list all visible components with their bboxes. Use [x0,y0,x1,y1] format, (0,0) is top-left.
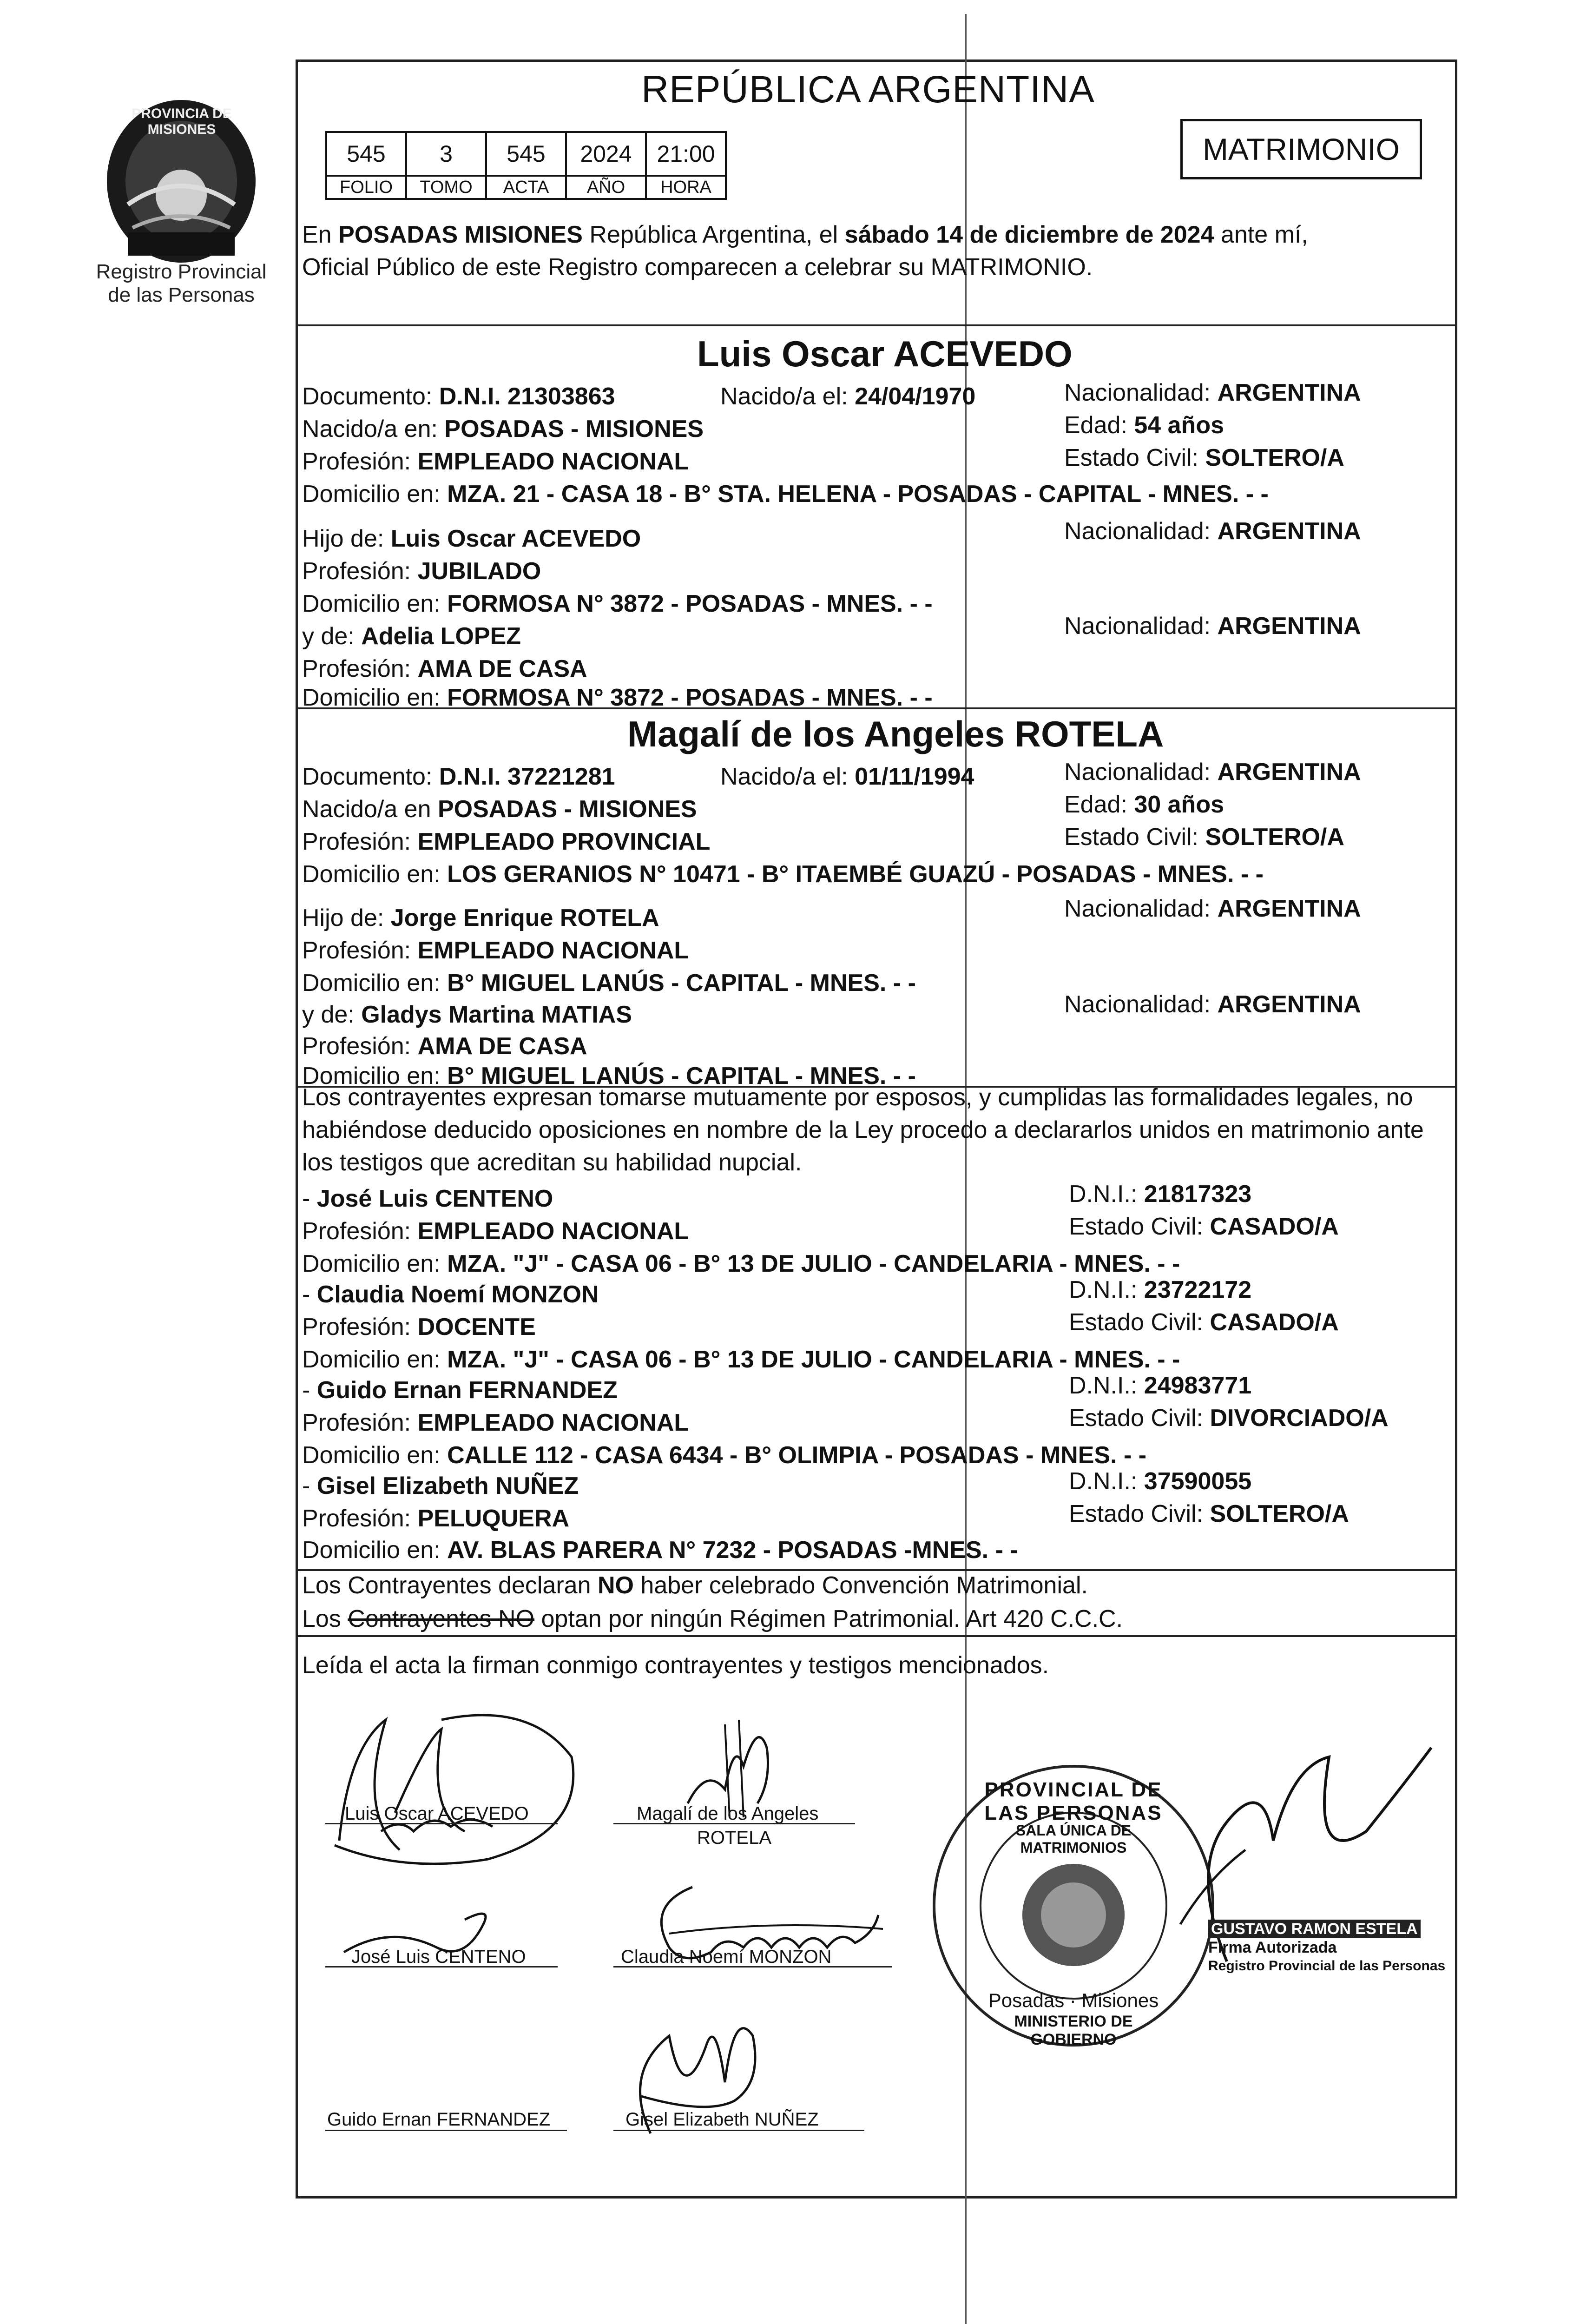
spouse2-place: Nacido/a en POSADAS - MISIONES [302,796,697,823]
official-name: GUSTAVO RAMON ESTELA [1208,1920,1421,1938]
rule-after-regime [296,1635,1457,1637]
spouse1-mother: y de: Adelia LOPEZ [302,623,521,650]
spouse1-mother-dom: Domicilio en: FORMOSA N° 3872 - POSADAS - MNES. - - [302,684,933,711]
intro-ante: ante mí, [1220,221,1308,248]
spouse2-father-prof: Profesión: EMPLEADO NACIONAL [302,937,689,964]
spouse1-age: Edad: 54 años [1064,412,1224,439]
spouse2-father-nat: Nacionalidad: ARGENTINA [1064,895,1361,922]
spouse1-dom: Domicilio en: MZA. 21 - CASA 18 - B° STA. HELENA - POSADAS - CAPITAL - MNES. - - [302,481,1269,508]
sig-label-spouse1: Luis Oscar ACEVEDO [345,1803,529,1824]
witness-name: Claudia Noemí MONZON [316,1281,599,1308]
hora-label: HORA [646,176,726,199]
sig-label-spouse2-line1: Magalí de los Angeles [637,1803,819,1824]
spouse2-father: Hijo de: Jorge Enrique ROTELA [302,905,659,931]
spouse2-dom: Domicilio en: LOS GERANIOS N° 10471 - B° ITAEMBÉ GUAZÚ - POSADAS - MNES. - - [302,861,1264,888]
spouse1-civil: Estado Civil: SOLTERO/A [1064,444,1344,471]
registry-label-line2: de las Personas [108,284,255,306]
spouse2-name: Magalí de los Angeles ROTELA [627,713,1164,754]
intro-country: República Argentina, el [589,221,838,248]
spouse2-mother-dom: Domicilio en: B° MIGUEL LANÚS - CAPITAL - MNES. - - [302,1063,916,1089]
official-title: Firma Autorizada [1208,1939,1337,1956]
hora-value: 21:00 [646,132,726,176]
sig-label-witness2: Claudia Noemí MONZON [621,1947,832,1967]
spouse1-prof: Profesión: EMPLEADO NACIONAL [302,448,689,475]
spouse2-doc: Documento: D.N.I. 37221281 [302,763,615,790]
sig-label-witness4: Gisel Elizabeth NUÑEZ [625,2109,819,2130]
spouse1-doc: Documento: D.N.I. 21303863 [302,383,615,410]
sig-label-spouse2-line2: ROTELA [697,1828,772,1848]
spouse2-civil: Estado Civil: SOLTERO/A [1064,824,1344,851]
spouse2-nat: Nacionalidad: ARGENTINA [1064,759,1361,786]
document-title: REPÚBLICA ARGENTINA [641,68,1095,111]
official-office: Registro Provincial de las Personas [1208,1958,1446,1974]
registry-label [65,260,297,307]
spouse1-mother-prof: Profesión: AMA DE CASA [302,655,587,682]
spouse1-place: Nacido/a en: POSADAS - MISIONES [302,416,704,442]
spouse1-father-nat: Nacionalidad: ARGENTINA [1064,518,1361,545]
intro-line1 [302,218,1308,251]
spouse2-father-dom: Domicilio en: B° MIGUEL LANÚS - CAPITAL - MNES. - - [302,970,916,997]
folio-label: FOLIO [326,176,406,199]
anio-label: AÑO [566,176,646,199]
declaration-line2: habiéndose deducido oposiciones en nombre de la Ley procedo a declararlos unidos en matrimonio ante [302,1116,1424,1143]
anio-value: 2024 [566,132,646,176]
signature-spouse1 [288,1692,586,1868]
declaration-line1: Los contrayentes expresan tomarse mutuamente por esposos, y cumplidas las formalidades legales, no [302,1084,1413,1111]
regime-line2: Los Contrayentes NO optan por ningún Régimen Patrimonial. Art 420 C.C.C. [302,1605,1123,1632]
tomo-value: 3 [406,132,486,176]
acta-label: ACTA [486,176,566,199]
spouse1-father-dom: Domicilio en: FORMOSA N° 3872 - POSADAS - MNES. - - [302,590,933,617]
intro-date: sábado 14 de diciembre de 2024 [844,221,1214,248]
intro-line2: Oficial Público de este Registro comparecen a celebrar su MATRIMONIO. [302,254,1093,281]
spouse2-prof: Profesión: EMPLEADO PROVINCIAL [302,828,711,855]
spouse1-nat: Nacionalidad: ARGENTINA [1064,379,1361,406]
intro-place: POSADAS MISIONES [338,221,583,248]
record-table [325,131,727,200]
declaration-line3: los testigos que acreditan su habilidad nupcial. [302,1149,802,1176]
seal-bottom-text: Posadas · Misiones [988,1989,1159,2011]
closing-statement: Leída el acta la firman conmigo contrayentes y testigos mencionados. [302,1652,1049,1679]
spouse2-mother-prof: Profesión: AMA DE CASA [302,1033,587,1060]
registry-label-line1: Registro Provincial [96,260,267,283]
seal-inner-text: SALA ÚNICA DE MATRIMONIOS [1015,1822,1132,1856]
spouse1-father-prof: Profesión: JUBILADO [302,558,541,585]
regime-line1: Los Contrayentes declaran NO haber celebrado Convención Matrimonial. [302,1572,1088,1599]
seal-ring-text: PROVINCIAL DE LAS PERSONAS [984,1778,1163,1824]
rule-after-intro [296,324,1457,326]
act-type-box: MATRIMONIO [1180,119,1422,179]
official-stamp [1208,1920,1450,1975]
emblem-text: PROVINCIA DE MISIONES [132,106,232,137]
witness-name: Gisel Elizabeth NUÑEZ [316,1472,579,1499]
witness-name: José Luis CENTENO [316,1185,553,1212]
witness-name: Guido Ernan FERNANDEZ [316,1377,618,1404]
seal-ministry-text: MINISTERIO DE GOBIERNO [1014,2013,1133,2048]
sig-label-witness1: José Luis CENTENO [351,1947,526,1967]
intro-en: En [302,221,332,248]
tomo-label: TOMO [406,176,486,199]
spouse1-father: Hijo de: Luis Oscar ACEVEDO [302,525,641,552]
spouse1-mother-nat: Nacionalidad: ARGENTINA [1064,613,1361,640]
spouse2-mother-nat: Nacionalidad: ARGENTINA [1064,991,1361,1018]
sig-label-witness3: Guido Ernan FERNANDEZ [327,2109,551,2130]
spouse1-name: Luis Oscar ACEVEDO [697,333,1073,374]
spouse1-born: Nacido/a el: 24/04/1970 [720,383,976,410]
folio-value: 545 [326,132,406,176]
spouse2-age: Edad: 30 años [1064,791,1224,818]
acta-value: 545 [486,132,566,176]
spouse2-born: Nacido/a el: 01/11/1994 [720,763,974,790]
spouse2-mother: y de: Gladys Martina MATIAS [302,1001,632,1028]
